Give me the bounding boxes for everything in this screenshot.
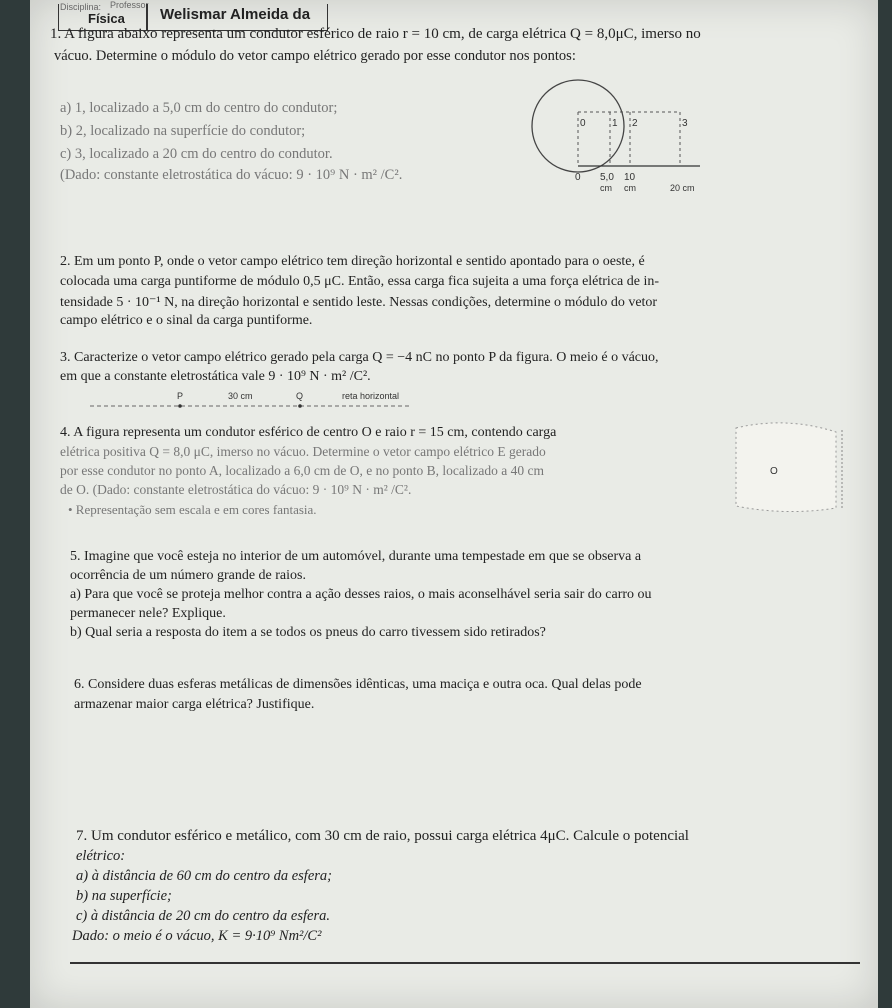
center-o-label: O: [770, 466, 778, 477]
q4-line: • Representação sem escala e em cores fantasia.: [68, 502, 317, 517]
tick-10-label: 10: [624, 172, 636, 183]
q1-item-a: a) 1, localizado a 5,0 cm do centro do condutor;: [60, 100, 338, 116]
horizontal-line-label: reta horizontal: [342, 391, 400, 401]
q5-line: 5. Imagine que você esteja no interior de um automóvel, durante uma tempestade em que se observa a: [70, 549, 642, 564]
point-p-label: P: [177, 391, 184, 401]
teacher-caption: Professor: [110, 0, 149, 10]
tick-20-label: 20 cm: [670, 183, 695, 193]
q5-item-a: a) Para que você se proteja melhor contra a ação desses raios, o mais aconselhável seria sair do carro ou: [70, 587, 652, 602]
point-0-label: 0: [580, 118, 586, 129]
discipline-caption: Disciplina:: [60, 2, 102, 12]
conductor-figure: [726, 420, 866, 520]
q3-line: em que a constante eletrostática vale 9 · 10⁹ N · m² /C².: [60, 369, 371, 384]
q3-line: 3. Caracterize o vetor campo elétrico gerado pela carga Q = −4 nC no ponto P da figura. O meio é o vácuo,: [60, 350, 659, 365]
q7-line: elétrico:: [76, 848, 126, 864]
q6-line: armazenar maior carga elétrica? Justifique.: [74, 697, 315, 712]
q2-line: tensidade 5 · 10⁻¹ N, na direção horizontal e sentido leste. Nessas condições, determine o módulo do vetor: [60, 295, 658, 310]
point-3-label: 3: [682, 118, 688, 129]
q6-line: 6. Considere duas esferas metálicas de dimensões idênticas, uma maciça e outra oca. Qual delas pode: [74, 677, 642, 692]
q7-item-a: a) à distância de 60 cm do centro da esfera;: [76, 868, 332, 884]
discipline-value: Física: [88, 11, 125, 26]
distance-label: 30 cm: [228, 391, 253, 401]
q4-line: de O. (Dado: constante eletrostática do vácuo: 9 · 10⁹ N · m² /C².: [60, 482, 412, 497]
q5-line: permanecer nele? Explique.: [70, 606, 226, 621]
q1-given: (Dado: constante eletrostática do vácuo: 9 · 10⁹ N · m² /C².: [60, 167, 403, 183]
unit-5-label: cm: [600, 183, 612, 193]
q7-item-c: c) à distância de 20 cm do centro da esfera.: [76, 908, 330, 924]
line-figure: [90, 388, 420, 412]
point-2-label: 2: [632, 118, 638, 129]
point-1-label: 1: [612, 118, 618, 129]
unit-10-label: cm: [624, 183, 636, 193]
bottom-rule: [70, 962, 860, 964]
q1-item-c: c) 3, localizado a 20 cm do centro do condutor.: [60, 146, 333, 162]
q1-item-b: b) 2, localizado na superfície do condutor;: [60, 123, 306, 139]
q2-line: 2. Em um ponto P, onde o vetor campo elétrico tem direção horizontal e sentido apontado para o oeste, é: [60, 254, 645, 269]
q1-line: 1. A figura abaixo representa um condutor esférico de raio r = 10 cm, de carga elétrica Q = 8,0μC, imerso no: [50, 26, 701, 42]
q4-line: 4. A figura representa um condutor esférico de centro O e raio r = 15 cm, contendo carga: [60, 425, 557, 440]
q2-line: colocada uma carga puntiforme de módulo 0,5 μC. Então, essa carga fica sujeita a uma força elétrica de in-: [60, 274, 660, 289]
sphere-figure: [520, 78, 740, 198]
q1-line: vácuo. Determine o módulo do vetor campo elétrico gerado por esse condutor nos pontos:: [54, 48, 576, 64]
q7-item-b: b) na superfície;: [76, 888, 172, 904]
q5-item-b: b) Qual seria a resposta do item a se todos os pneus do carro tivessem sido retirados?: [70, 625, 546, 640]
q2-line: campo elétrico e o sinal da carga puntiforme.: [60, 313, 313, 328]
tick-0-label: 0: [575, 172, 581, 183]
tick-5-label: 5,0: [600, 172, 614, 183]
worksheet-page: [30, 0, 878, 1008]
q4-line: por esse condutor no ponto A, localizado a 6,0 cm de O, e no ponto B, localizado a 40 cm: [60, 463, 545, 478]
q7-given: Dado: o meio é o vácuo, K = 9·10⁹ Nm²/C²: [72, 928, 322, 944]
charge-q-label: Q: [296, 391, 304, 401]
q7-line: 7. Um condutor esférico e metálico, com 30 cm de raio, possui carga elétrica 4μC. Calcule o potencial: [76, 828, 689, 844]
q5-line: ocorrência de um número grande de raios.: [70, 568, 306, 583]
teacher-value: Welismar Almeida da: [160, 6, 311, 23]
q4-line: elétrica positiva Q = 8,0 μC, imerso no vácuo. Determine o vetor campo elétrico E gerado: [60, 444, 546, 459]
